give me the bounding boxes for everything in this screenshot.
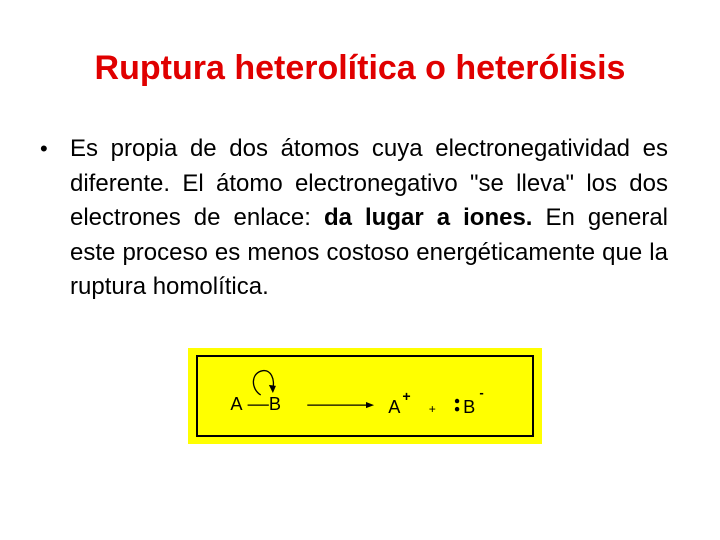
product-cation: A — [388, 397, 401, 418]
reaction-frame — [196, 355, 534, 437]
lone-pair-dot-bottom-icon — [455, 407, 459, 411]
bullet-text-start: Es propia de dos átomos cuya electronegatividad es diferente. El átomo electronegativo "se lleva" los dos electrones de enlace: — [70, 135, 668, 231]
lone-pair-dot-top-icon — [455, 399, 459, 403]
curved-arrow-head-icon — [269, 385, 276, 393]
bullet-text-emphasis: da lugar a iones. — [323, 204, 533, 231]
reactant-atom-a: A — [230, 394, 243, 415]
plus-sign: + — [428, 402, 436, 417]
cation-charge: + — [402, 389, 411, 406]
anion-charge: - — [479, 384, 484, 400]
reaction-diagram — [188, 348, 542, 444]
reaction-scheme — [198, 357, 536, 439]
bullet-marker: • — [40, 136, 48, 161]
reactant-atom-b: B — [268, 394, 281, 415]
bullet-list — [40, 132, 668, 305]
bullet-text-end: En general este proceso es menos costoso energéticamente que la ruptura homolítica. — [70, 204, 668, 300]
reaction-arrowhead-icon — [366, 402, 374, 408]
product-anion: B — [463, 397, 476, 418]
bullet-paragraph — [70, 132, 668, 305]
slide-title: Ruptura heterolítica o heterólisis — [94, 49, 626, 87]
curved-arrow-icon — [253, 371, 273, 395]
